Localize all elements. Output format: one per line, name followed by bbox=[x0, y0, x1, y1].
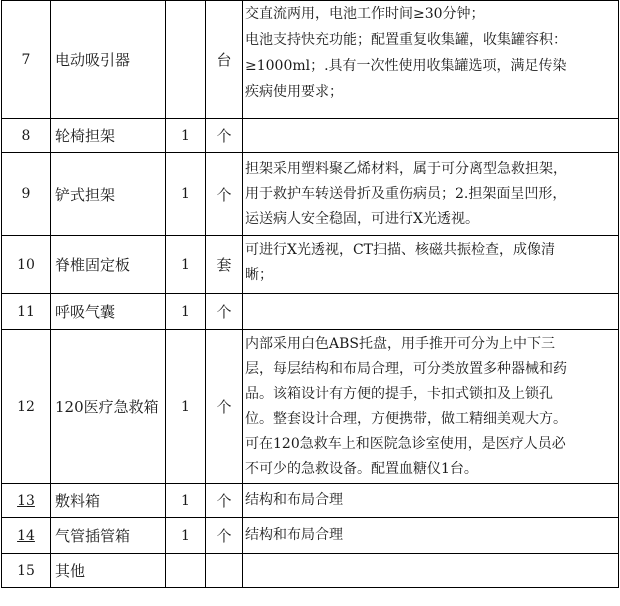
table-row bbox=[2, 518, 619, 554]
table-row bbox=[2, 330, 619, 484]
description-line: 结构和布局合理 bbox=[245, 527, 343, 543]
item-description bbox=[243, 330, 619, 484]
item-name: 气管插管箱 bbox=[51, 518, 166, 554]
row-number: 12 bbox=[2, 330, 51, 484]
item-description bbox=[243, 1, 619, 119]
item-description bbox=[243, 518, 619, 554]
description-line: 交直流两用，电池工作时间≥30分钟； bbox=[245, 6, 485, 22]
item-quantity: 1 bbox=[166, 330, 206, 484]
table-row bbox=[2, 294, 619, 330]
row-number: 14 bbox=[2, 518, 51, 554]
description-line: 不可少的急救设备。配置血糖仪1台。 bbox=[245, 460, 478, 477]
item-quantity: 1 bbox=[166, 153, 206, 236]
row-number: 8 bbox=[2, 119, 51, 153]
description-line: 层，每层结构和布局合理，可分类放置多种器械和药 bbox=[245, 360, 567, 377]
item-unit: 套 bbox=[206, 236, 243, 294]
description-line: 内部采用白色ABS托盘，用手推开可分为上中下三 bbox=[245, 335, 555, 352]
item-quantity: 1 bbox=[166, 294, 206, 330]
table-row bbox=[2, 119, 619, 153]
item-name: 轮椅担架 bbox=[51, 119, 166, 153]
description-line: 担架采用塑料聚乙烯材料，属于可分离型急救担架， bbox=[245, 160, 567, 177]
item-unit bbox=[206, 554, 243, 588]
table-row bbox=[2, 1, 619, 119]
item-unit: 个 bbox=[206, 518, 243, 554]
description-line: 位。整套设计合理，方便携带，做工精细美观大方。 bbox=[245, 410, 567, 427]
item-description bbox=[243, 153, 619, 236]
description-line: 可进行X光透视，CT扫描、核磁共振检查，成像清 bbox=[245, 242, 556, 258]
item-quantity bbox=[166, 1, 206, 119]
item-unit: 个 bbox=[206, 484, 243, 518]
description-line: 晰； bbox=[245, 267, 273, 283]
item-description bbox=[243, 119, 619, 153]
row-number: 10 bbox=[2, 236, 51, 294]
row-number: 15 bbox=[2, 554, 51, 588]
item-description bbox=[243, 236, 619, 294]
item-name: 电动吸引器 bbox=[51, 1, 166, 119]
row-number: 13 bbox=[2, 484, 51, 518]
item-quantity bbox=[166, 554, 206, 588]
item-quantity: 1 bbox=[166, 119, 206, 153]
row-number: 7 bbox=[2, 1, 51, 119]
item-unit: 个 bbox=[206, 119, 243, 153]
description-line: ≥1000ml；.具有一次性使用收集罐选项，满足传染 bbox=[245, 58, 567, 74]
item-quantity: 1 bbox=[166, 236, 206, 294]
description-line: 品。该箱设计有方便的提手，卡扣式锁扣及上锁孔 bbox=[245, 385, 553, 402]
description-line: 疾病使用要求； bbox=[245, 84, 343, 100]
item-name: 呼吸气囊 bbox=[51, 294, 166, 330]
table-row bbox=[2, 484, 619, 518]
description-line: 结构和布局合理 bbox=[245, 492, 343, 508]
item-description bbox=[243, 294, 619, 330]
item-unit: 个 bbox=[206, 294, 243, 330]
table-row bbox=[2, 153, 619, 236]
item-name: 脊椎固定板 bbox=[51, 236, 166, 294]
item-unit: 个 bbox=[206, 153, 243, 236]
item-unit: 个 bbox=[206, 330, 243, 484]
description-line: 运送病人安全稳固，可进行X光透视。 bbox=[245, 210, 479, 227]
item-quantity: 1 bbox=[166, 484, 206, 518]
row-number: 11 bbox=[2, 294, 51, 330]
description-line: 可在120急救车上和医院急诊室使用，是医疗人员必 bbox=[245, 435, 566, 452]
table-row bbox=[2, 554, 619, 588]
table-row bbox=[2, 236, 619, 294]
item-name: 敷料箱 bbox=[51, 484, 166, 518]
item-unit: 台 bbox=[206, 1, 243, 119]
description-line: 用于救护车转送骨折及重伤病员；2.担架面呈凹形， bbox=[245, 185, 567, 202]
item-name: 其他 bbox=[51, 554, 166, 588]
item-name: 120医疗急救箱 bbox=[51, 330, 166, 484]
item-description bbox=[243, 484, 619, 518]
row-number: 9 bbox=[2, 153, 51, 236]
item-name: 铲式担架 bbox=[51, 153, 166, 236]
item-quantity: 1 bbox=[166, 518, 206, 554]
equipment-table bbox=[1, 0, 619, 588]
item-description bbox=[243, 554, 619, 588]
description-line: 电池支持快充功能；配置重复收集罐，收集罐容积： bbox=[245, 32, 567, 48]
